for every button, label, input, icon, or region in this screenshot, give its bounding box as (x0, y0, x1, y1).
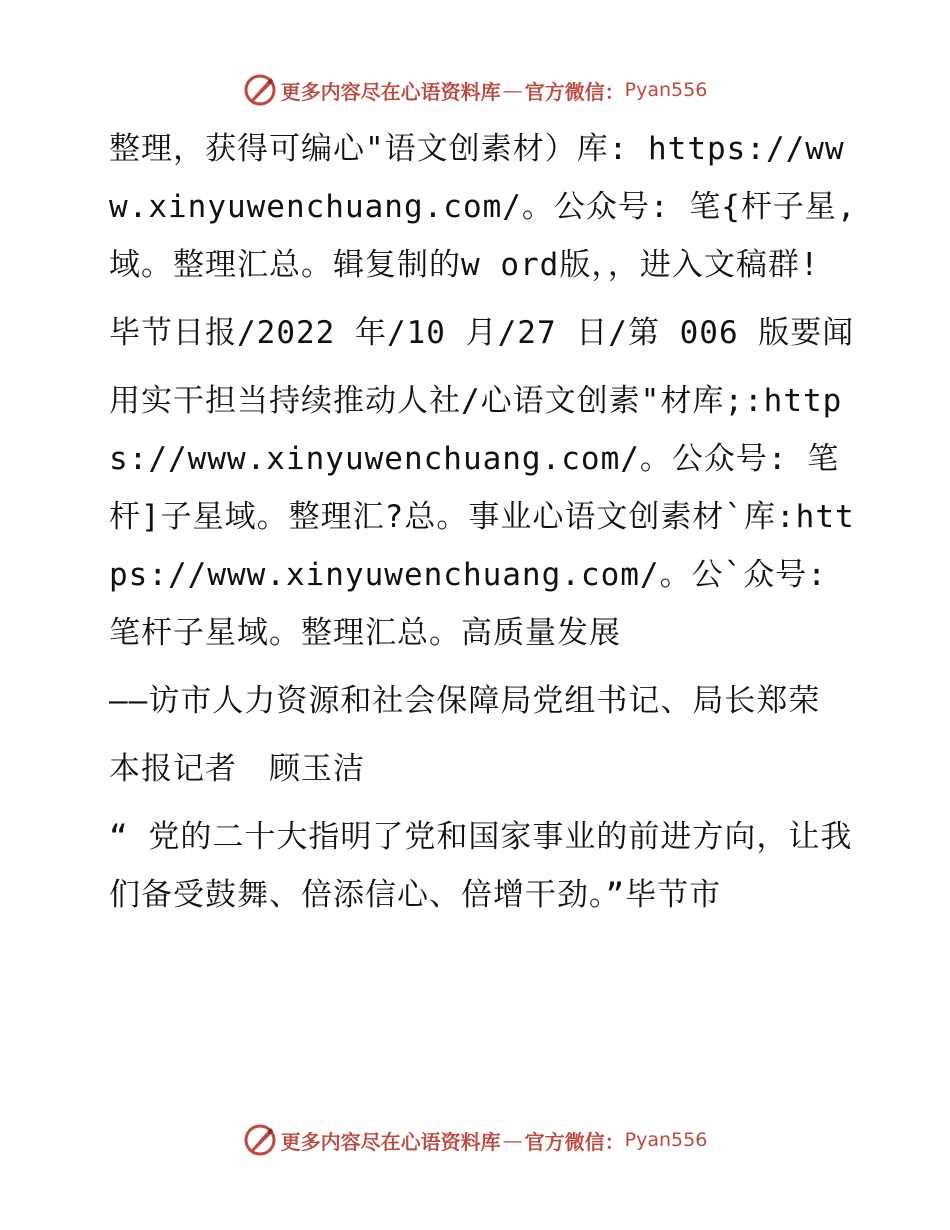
banner-separator: — (502, 78, 523, 102)
banner-main-text: 更多内容尽在心语资料库 (280, 1129, 501, 1154)
paragraph-byline: 本报记者 顾玉洁 (109, 751, 365, 787)
paragraph-quote: “ 党的二十大指明了党和国家事业的前进方向，让我们备受鼓舞、倍添信心、倍增干劲。”毕节市 (109, 819, 853, 913)
paragraph-subtitle: ——访市人力资源和社会保障局党组书记、局长郑荣 (109, 683, 821, 719)
banner-wechat-id: Pyan556 (624, 79, 708, 101)
header-banner (0, 70, 950, 110)
banner-wechat-label: 官方微信： (524, 79, 625, 104)
quill-seal-icon (243, 1123, 277, 1157)
paragraph-source: 毕节日报/2022 年/10 月/27 日/第 006 版要闻 (109, 315, 855, 351)
banner-wechat-label: 官方微信： (524, 1129, 625, 1154)
paragraph-intro: 整理，获得可编心"语文创素材）库: https://www.xinyuwenchuang.com/。公众号: 笔{杆子星,域。整理汇总。辑复制的w ord版，，进入文稿群! (109, 131, 857, 283)
footer-banner (0, 1120, 950, 1160)
banner-wechat-id: Pyan556 (624, 1129, 708, 1151)
banner-separator: — (502, 1128, 523, 1152)
paragraph-headline: 用实干担当持续推动人社/心语文创素"材库;:https://www.xinyuwenchuang.com/。公众号: 笔杆]子星域。整理汇?总。事业心语文创素材`库:https://www.xinyuwenchuang.com/。公`众号: 笔杆子星域。整理汇总。高质量发展 (109, 383, 855, 651)
banner-main-text: 更多内容尽在心语资料库 (280, 79, 501, 104)
document-body (97, 120, 857, 924)
quill-seal-icon (243, 73, 277, 107)
